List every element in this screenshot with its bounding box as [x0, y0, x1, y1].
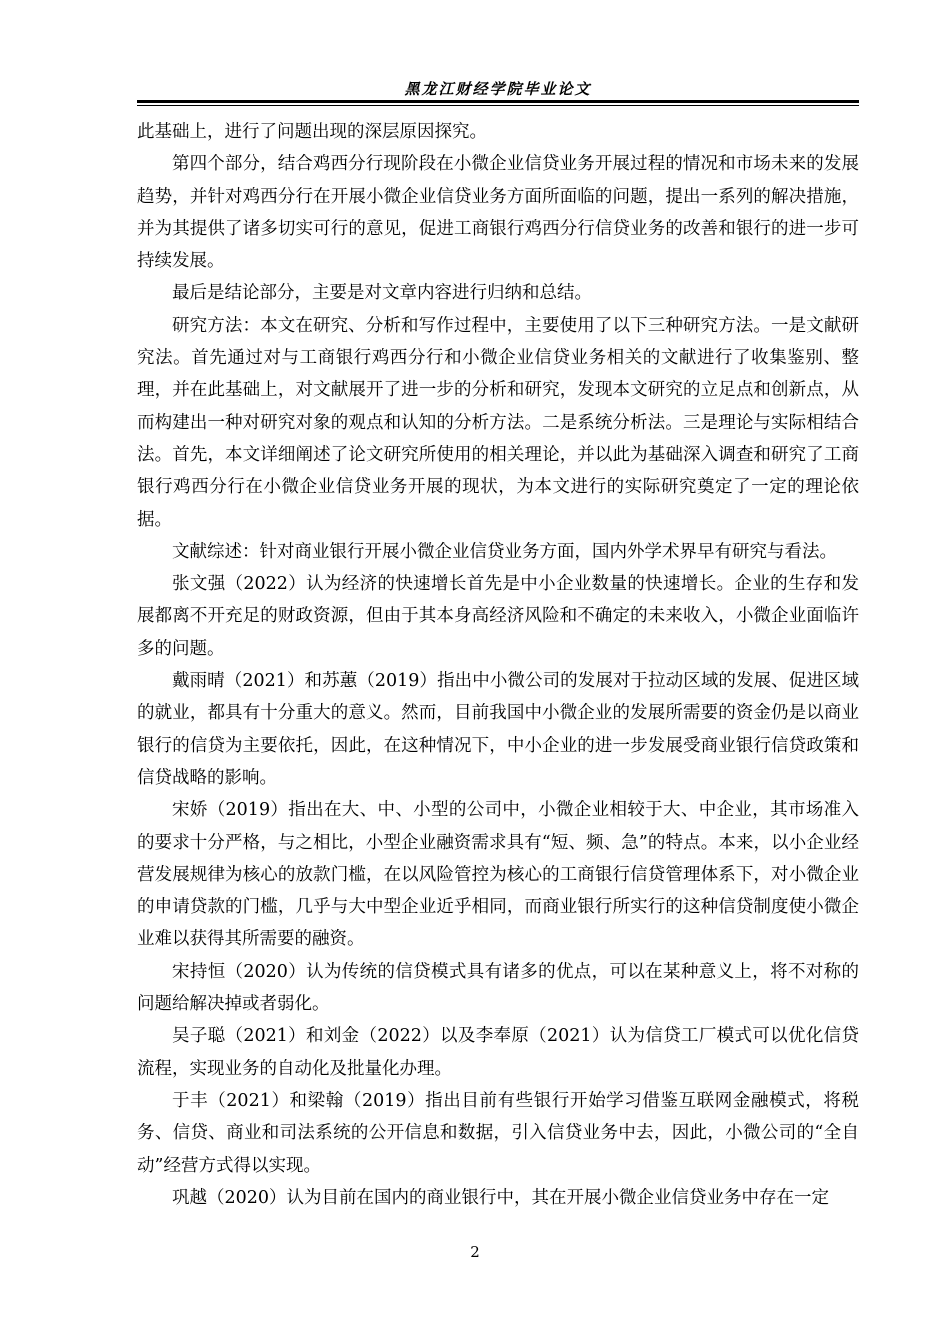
paragraph-literature-review: 文献综述：针对商业银行开展小微企业信贷业务方面，国内外学术界早有研究与看法。: [172, 541, 837, 562]
paragraph-zhang-wenqiang: 张文强（2022）认为经济的快速增长首先是中小企业数量的快速增长。企业的生存和发展都离不开充足的财政资源，但由于其本身高经济风险和不确定的未来收入，小微企业面临许多的问题。: [137, 574, 859, 659]
header-rule-thick: [137, 100, 859, 103]
paragraph-continuation: 此基础上，进行了问题出现的深层原因探究。: [137, 122, 487, 142]
body-text: [137, 116, 859, 1214]
page-number: 2: [470, 1243, 480, 1261]
paragraph-part-four: 第四个部分，结合鸡西分行现阶段在小微企业信贷业务开展过程的情况和市场未来的发展趋势，并针对鸡西分行在开展小微企业信贷业务方面所面临的问题，提出一系列的解决措施，并为其提供了诸多切实可行的意见，促进工商银行鸡西分行信贷业务的改善和银行的进一步可持续发展。: [137, 154, 859, 272]
paragraph-research-methods: 研究方法：本文在研究、分析和写作过程中，主要使用了以下三种研究方法。一是文献研究法。首先通过对与工商银行鸡西分行和小微企业信贷业务相关的文献进行了收集鉴别、整理，并在此基础上，对文献展开了进一步的分析和研究，发现本文研究的立足点和创新点，从而构建出一种对研究对象的观点和认知的分析方法。二是系统分析法。三是理论与实际相结合法。首先，本文详细阐述了论文研究所使用的相关理论，并以此为基础深入调查和研究了工商银行鸡西分行在小微企业信贷业务开展的现状，为本文进行的实际研究奠定了一定的理论依据。: [137, 315, 859, 530]
paragraph-song-jiao: 宋娇（2019）指出在大、中、小型的公司中，小微企业相较于大、中企业，其市场准入的要求十分严格，与之相比，小型企业融资需求具有“短、频、急”的特点。本来，以小企业经营发展规律为核心的放款门槛，在以风险管控为核心的工商银行信贷管理体系下，对小微企业的申请贷款的门槛，几乎与大中型企业近乎相同，而商业银行所实行的这种信贷制度使小微企业难以获得其所需要的融资。: [137, 800, 859, 950]
paragraph-wu-zicong: 吴子聪（2021）和刘金（2022）以及李奉原（2021）认为信贷工厂模式可以优化信贷流程，实现业务的自动化及批量化办理。: [137, 1026, 859, 1079]
header-rule-thin: [137, 105, 859, 106]
page-header-title: 黑龙江财经学院毕业论文: [404, 80, 592, 98]
paragraph-dai-yuqing: 戴雨晴（2021）和苏蕙（2019）指出中小微公司的发展对于拉动区域的发展、促进区域的就业，都具有十分重大的意义。然而，目前我国中小微企业的发展所需要的资金仍是以商业银行的信贷为主要依托，因此，在这种情况下，中小企业的进一步发展受商业银行信贷政策和信贷战略的影响。: [137, 671, 859, 788]
paragraph-gong-yue: 巩越（2020）认为目前在国内的商业银行中，其在开展小微企业信贷业务中存在一定: [172, 1187, 830, 1208]
paragraph-yu-feng: 于丰（2021）和梁翰（2019）指出目前有些银行开始学习借鉴互联网金融模式，将税务、信贷、商业和司法系统的公开信息和数据，引入信贷业务中去，因此，小微公司的“全自动”经营方式得以实现。: [137, 1090, 859, 1176]
paragraph-conclusion: 最后是结论部分，主要是对文章内容进行归纳和总结。: [172, 283, 592, 304]
paragraph-song-chiheng: 宋持恒（2020）认为传统的信贷模式具有诸多的优点，可以在某种意义上，将不对称的问题给解决掉或者弱化。: [137, 961, 859, 1015]
